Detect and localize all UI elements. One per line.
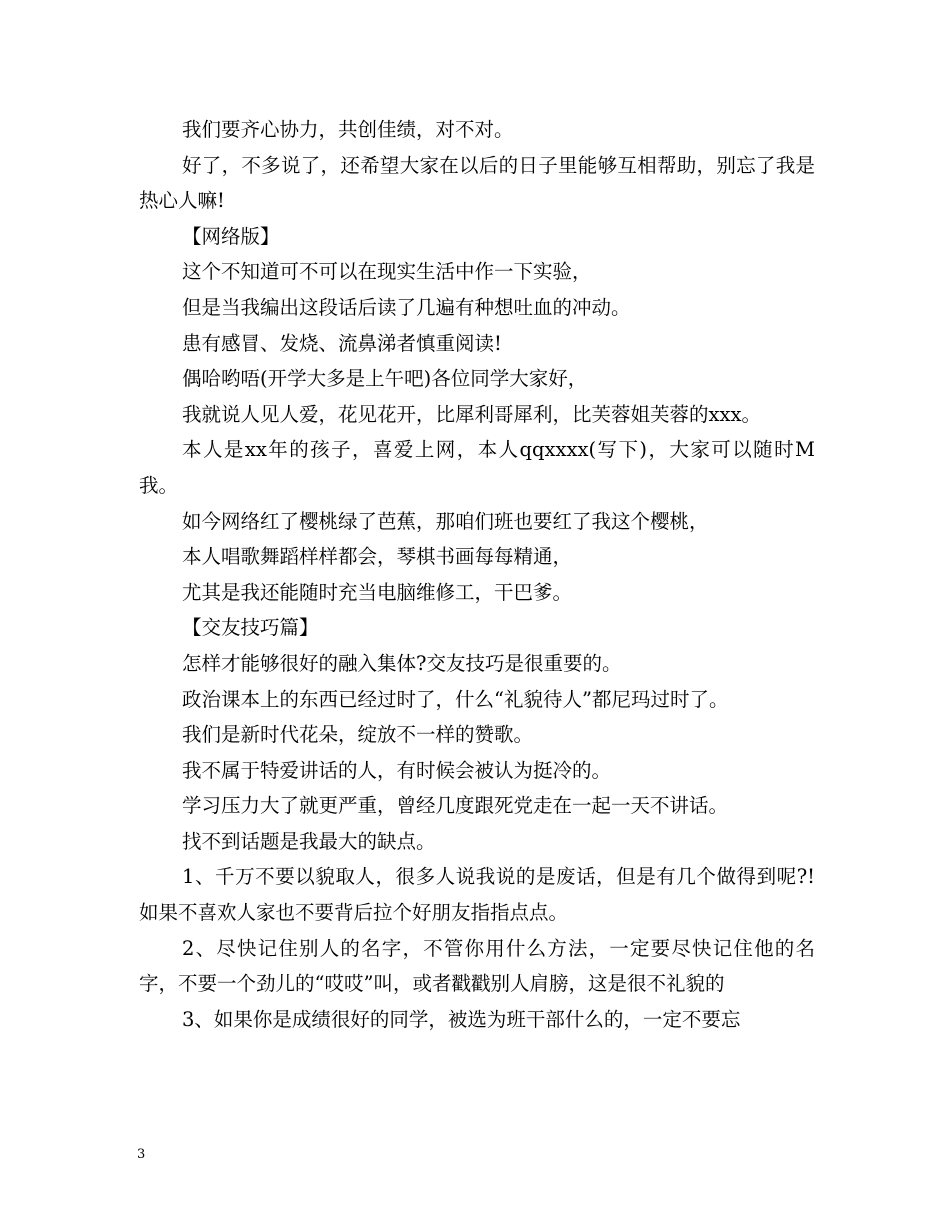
paragraph: 我不属于特爱讲话的人，有时候会被认为挺冷的。 [182,758,612,782]
paragraph: 政治课本上的东西已经过时了，什么“礼貌待人”都尼玛过时了。 [182,687,729,711]
paragraph: 患有感冒、发烧、流鼻涕者慎重阅读! [182,331,502,355]
list-item: 3、如果你是成绩很好的同学，被选为班干部什么的，一定不要忘 [182,1007,741,1031]
paragraph: 找不到话题是我最大的缺点。 [182,829,436,853]
paragraph: 本人唱歌舞蹈样样都会，琴棋书画每每精通， [182,545,573,569]
page-number: 3 [137,1147,146,1162]
section-heading: 【交友技巧篇】 [182,616,319,640]
paragraph: 这个不知道可不可以在现实生活中作一下实验， [182,260,592,284]
paragraph: 我们要齐心协力，共创佳绩，对不对。 [182,118,514,141]
list-item: 1、千万不要以貌取人，很多人说我说的是废话，但是有几个做得到呢?!如果不喜欢人家也不要背后拉个好朋友指指点点。 [139,865,815,925]
paragraph: 怎样才能够很好的融入集体?交友技巧是很重要的。 [182,651,622,675]
list-item: 2、尽快记住别人的名字，不管你用什么方法，一定要尽快记住他的名字，不要一个劲儿的“哎哎”叫，或者戳戳别人肩膀，这是很不礼貌的 [139,936,815,996]
document-body [139,112,815,1037]
paragraph: 尤其是我还能随时充当电脑维修工，干巴爹。 [182,580,573,604]
paragraph: 我就说人见人爱，花见花开，比犀利哥犀利，比芙蓉姐芙蓉的xxx。 [182,402,761,426]
paragraph: 学习压力大了就更严重，曾经几度跟死党走在一起一天不讲话。 [182,794,729,818]
paragraph: 偶哈哟唔(开学大多是上午吧)各位同学大家好， [182,367,588,391]
paragraph: 本人是xx年的孩子，喜爱上网，本人qqxxxx(写下)，大家可以随时M我。 [139,438,815,497]
section-heading: 【网络版】 [182,224,280,248]
paragraph: 好了，不多说了，还希望大家在以后的日子里能够互相帮助，别忘了我是热心人嘛! [139,153,815,213]
paragraph: 我们是新时代花朵，绽放不一样的赞歌。 [182,723,534,747]
paragraph: 如今网络红了樱桃绿了芭蕉，那咱们班也要红了我这个樱桃， [182,509,709,533]
paragraph: 但是当我编出这段话后读了几遍有种想吐血的冲动。 [182,295,631,319]
